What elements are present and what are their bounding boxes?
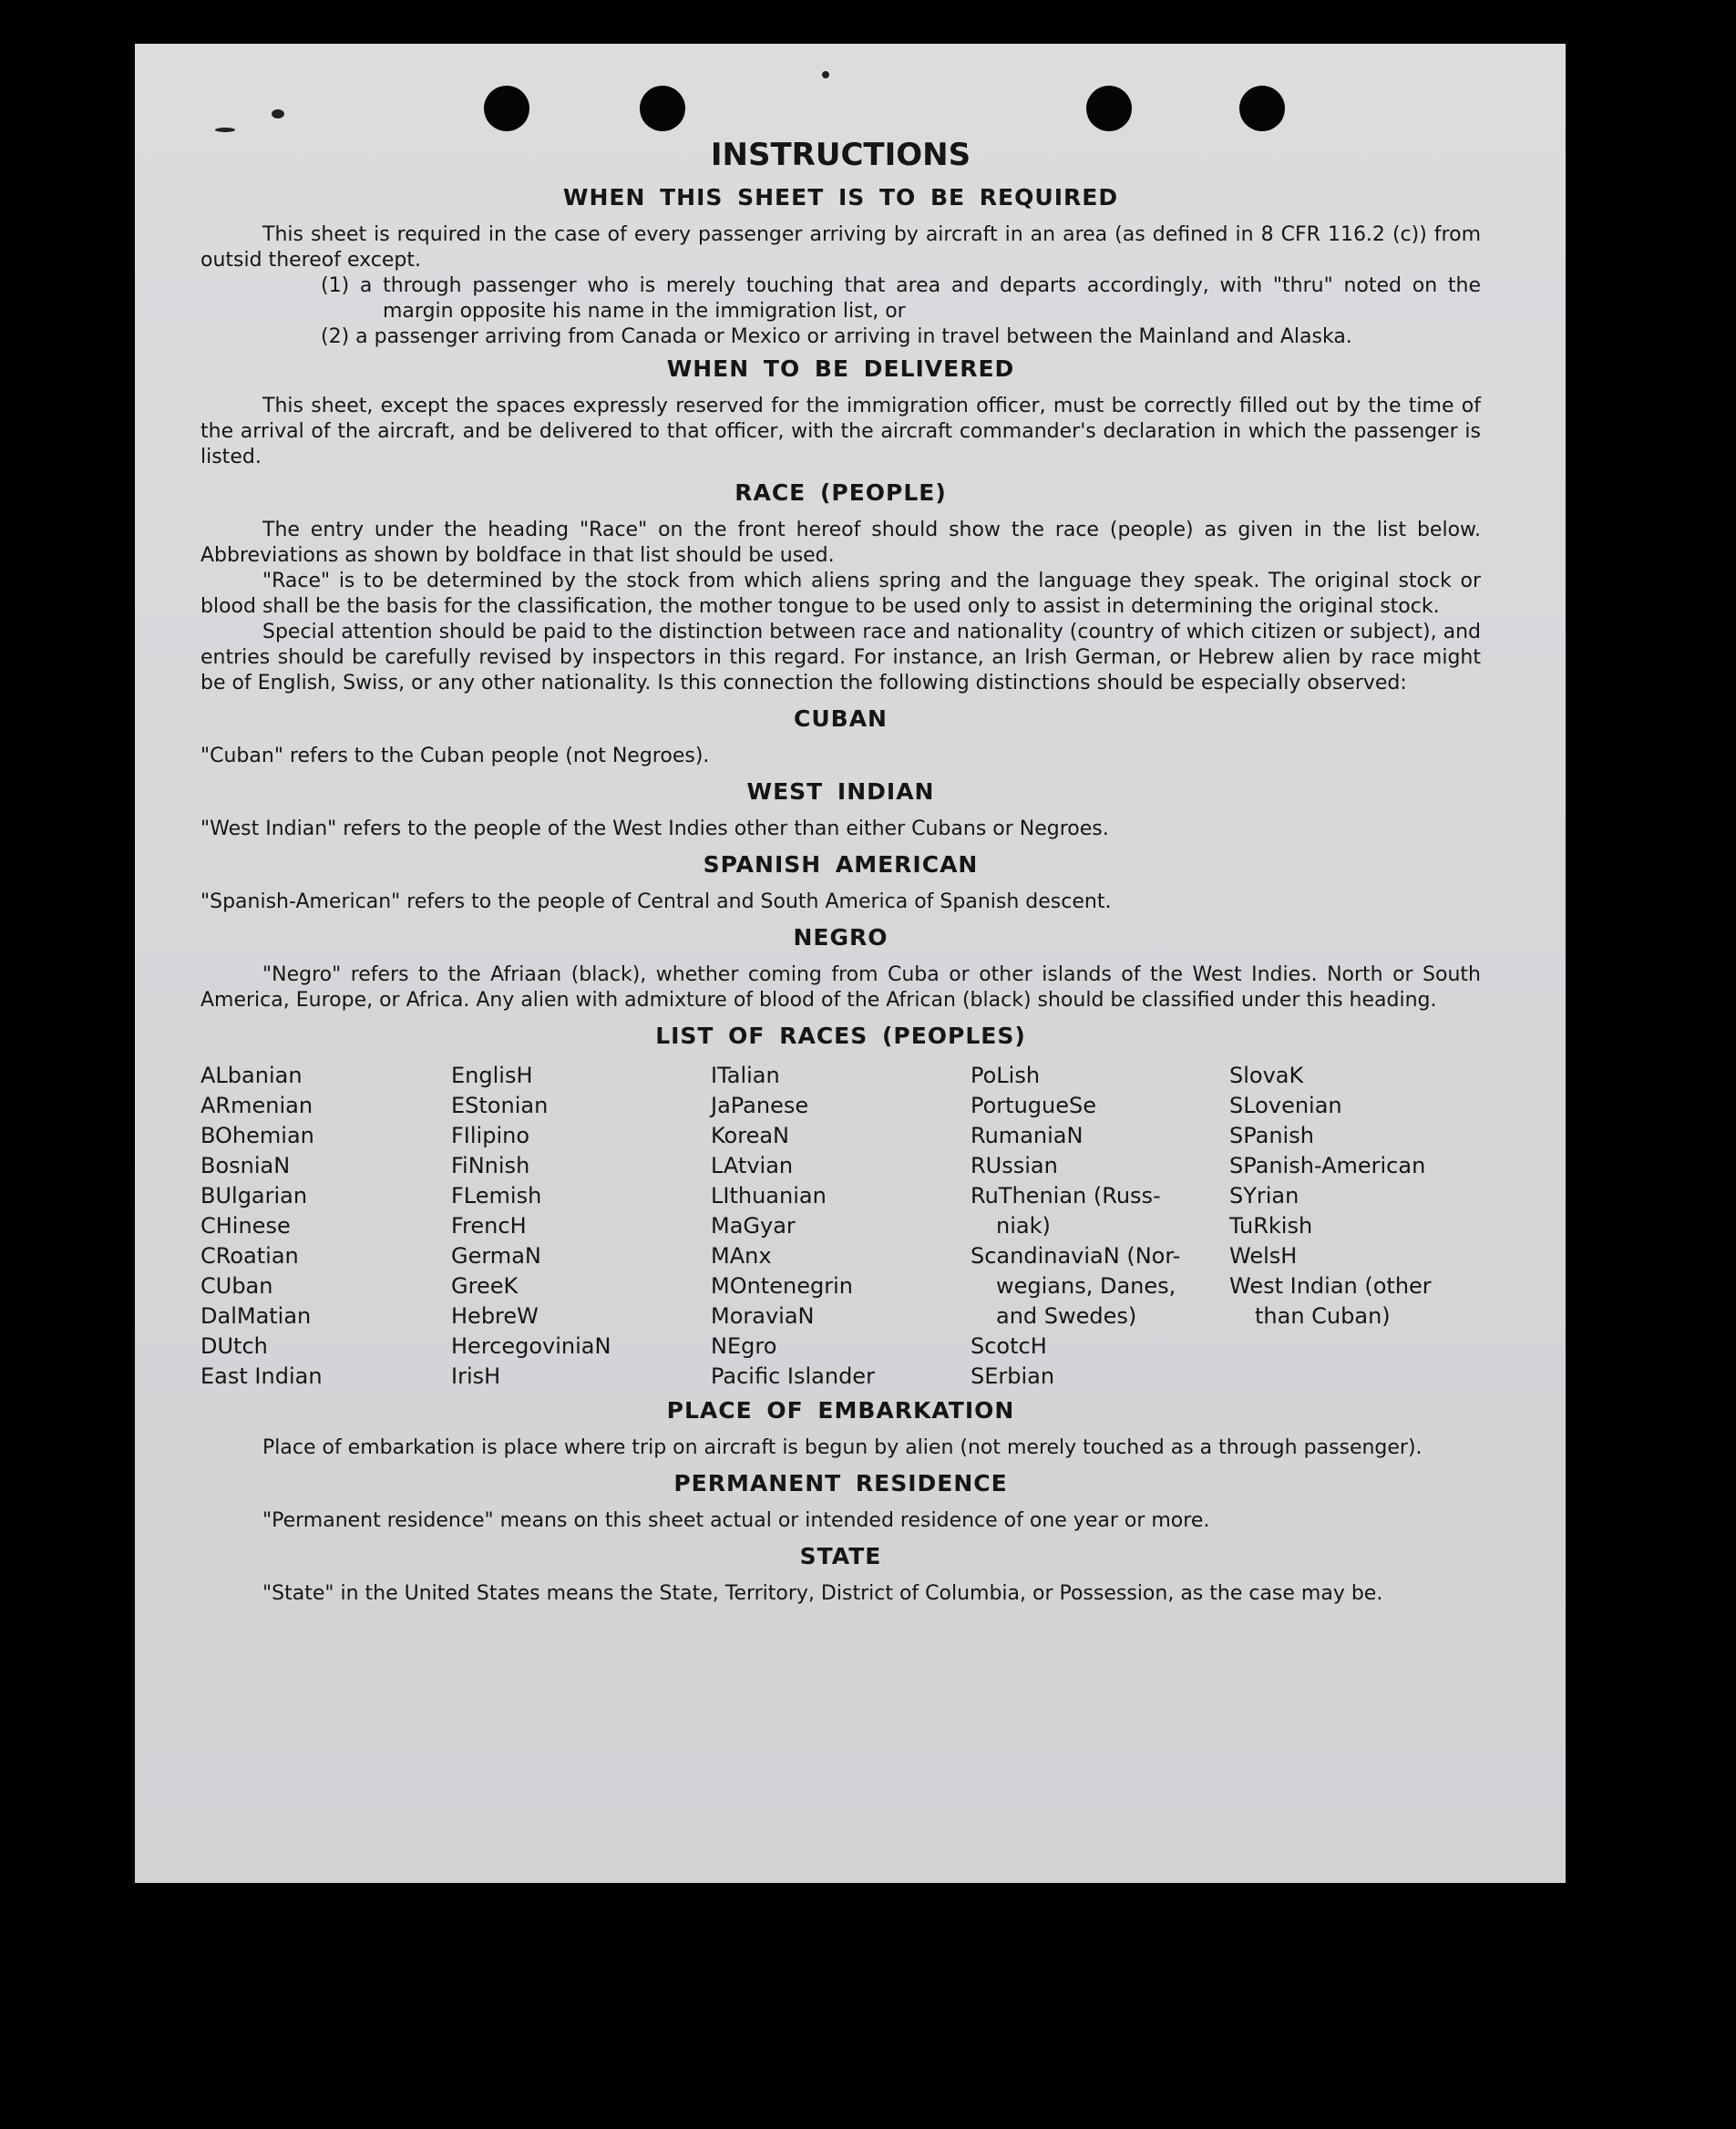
races-column xyxy=(200,1061,451,1392)
race-entry: FiNnish xyxy=(451,1153,530,1178)
race-entry: KoreaN xyxy=(711,1123,789,1148)
race-entry: ALbanian xyxy=(200,1063,303,1088)
list-item: (1) a through passenger who is merely touching that area and departs accordingly, with "thru" noted on the margin opposite his name in the immigration list, or xyxy=(321,274,1481,323)
ink-speck xyxy=(272,109,284,118)
race-entry: NEgro xyxy=(711,1333,777,1359)
race-entry: EStonian xyxy=(451,1093,549,1118)
race-entry: SErbian xyxy=(971,1363,1055,1389)
race-entry: wegians, Danes, xyxy=(996,1273,1176,1299)
race-entry: ARmenian xyxy=(200,1093,313,1118)
race-entry: ScandinaviaN (Nor- xyxy=(971,1243,1181,1269)
races-column xyxy=(711,1061,971,1392)
punch-hole xyxy=(640,86,685,131)
races-column xyxy=(451,1061,711,1392)
race-entry: and Swedes) xyxy=(996,1303,1137,1329)
race-entry: CHinese xyxy=(200,1213,291,1239)
race-entry: EnglisH xyxy=(451,1063,533,1088)
page-title: INSTRUCTIONS xyxy=(710,137,971,173)
race-entry: CRoatian xyxy=(200,1243,299,1269)
paragraph: "Spanish-American" refers to the people of Central and South America of Spanish descent. xyxy=(200,890,1112,913)
race-entry: SYrian xyxy=(1229,1183,1299,1208)
race-entry: CUban xyxy=(200,1273,273,1299)
race-entry: LIthuanian xyxy=(711,1183,827,1208)
heading-when-required: WHEN THIS SHEET IS TO BE REQUIRED xyxy=(562,184,1119,211)
paragraph: Place of embarkation is place where trip on aircraft is begun by alien (not merely touched as a through passenger). xyxy=(262,1436,1423,1459)
paragraph: This sheet, except the spaces expressly reserved for the immigration officer, must be correctly filled out by the time of the arrival of the aircraft, and be delivered to that officer, with the aircraft commander's declaration in which the passenger is listed. xyxy=(200,395,1481,468)
race-entry: ScotcH xyxy=(971,1333,1047,1359)
race-entry: TuRkish xyxy=(1229,1213,1313,1239)
race-entry: RuThenian (Russ- xyxy=(971,1183,1161,1208)
races-column xyxy=(971,1061,1229,1392)
races-list xyxy=(200,1061,1481,1392)
paragraph: "Permanent residence" means on this sheet actual or intended residence of one year or more. xyxy=(262,1509,1210,1532)
race-entry: IrisH xyxy=(451,1363,501,1389)
race-entry: GreeK xyxy=(451,1273,519,1299)
ink-speck xyxy=(822,71,829,78)
race-entry: West Indian (other xyxy=(1229,1273,1432,1299)
heading-negro: NEGRO xyxy=(793,924,889,951)
race-entry: ITalian xyxy=(711,1063,780,1088)
race-entry: PoLish xyxy=(971,1063,1041,1088)
paragraph: "Cuban" refers to the Cuban people (not Negroes). xyxy=(200,745,710,767)
race-entry: HebreW xyxy=(451,1303,539,1329)
punch-hole xyxy=(1239,86,1285,131)
race-entry: niak) xyxy=(996,1213,1051,1239)
heading-when-delivered: WHEN TO BE DELIVERED xyxy=(666,355,1015,382)
punch-hole xyxy=(1086,86,1132,131)
race-entry: HercegoviniaN xyxy=(451,1333,611,1359)
paragraph: "State" in the United States means the State, Territory, District of Columbia, or Possession, as the case may be. xyxy=(262,1582,1383,1605)
document-page xyxy=(135,44,1566,1883)
race-entry: BUlgarian xyxy=(200,1183,308,1208)
race-entry: LAtvian xyxy=(711,1153,794,1178)
race-entry: FLemish xyxy=(451,1183,542,1208)
race-entry: GermaN xyxy=(451,1243,541,1269)
instructions-text xyxy=(200,135,1481,1607)
race-entry: MOntenegrin xyxy=(711,1273,853,1299)
race-entry: SPanish xyxy=(1229,1123,1314,1148)
heading-permanent-residence: PERMANENT RESIDENCE xyxy=(673,1470,1008,1496)
race-entry: MaGyar xyxy=(711,1213,796,1239)
paragraph: Special attention should be paid to the distinction between race and nationality (country of which citizen or subject), and entries should be carefully revised by inspectors in this regard. For instance, an Irish German, or Hebrew alien by race might be of English, Swiss, or any other nationality. Is this connection the following distinctions should be especially observed: xyxy=(200,621,1481,694)
heading-list-of-races: LIST OF RACES (PEOPLES) xyxy=(655,1023,1026,1049)
heading-state: STATE xyxy=(799,1543,882,1569)
race-entry: JaPanese xyxy=(711,1093,809,1118)
race-entry: SPanish-American xyxy=(1229,1153,1426,1178)
race-entry: East Indian xyxy=(200,1363,323,1389)
heading-embarkation: PLACE OF EMBARKATION xyxy=(666,1397,1015,1424)
race-entry: MoraviaN xyxy=(711,1303,815,1329)
race-entry: BOhemian xyxy=(200,1123,314,1148)
paragraph: "Race" is to be determined by the stock from which aliens spring and the language they speak. The original stock or blood shall be the basis for the classification, the mother tongue to be used only to assist in determining the original stock. xyxy=(200,570,1481,618)
race-entry: FIlipino xyxy=(451,1123,530,1148)
heading-race: RACE (PEOPLE) xyxy=(734,479,947,506)
heading-cuban: CUBAN xyxy=(794,705,888,732)
race-entry: BosniaN xyxy=(200,1153,291,1178)
race-entry: SlovaK xyxy=(1229,1063,1304,1088)
race-entry: Pacific Islander xyxy=(711,1363,875,1389)
paragraph: This sheet is required in the case of every passenger arriving by aircraft in an area (as defined in 8 CFR 116.2 (c)) from outsid thereof except. xyxy=(200,223,1481,272)
races-column xyxy=(1229,1061,1481,1392)
heading-west-indian: WEST INDIAN xyxy=(746,778,935,805)
race-entry: RUssian xyxy=(971,1153,1058,1178)
race-entry: PortugueSe xyxy=(971,1093,1096,1118)
race-entry: DUtch xyxy=(200,1333,268,1359)
race-entry: WelsH xyxy=(1229,1243,1298,1269)
paragraph: "Negro" refers to the Afriaan (black), whether coming from Cuba or other islands of the West Indies. North or South America, Europe, or Africa. Any alien with admixture of blood of the African (black) should be classified under this heading. xyxy=(200,963,1481,1012)
race-entry: FrencH xyxy=(451,1213,527,1239)
punch-hole xyxy=(484,86,529,131)
race-entry: MAnx xyxy=(711,1243,772,1269)
race-entry: than Cuban) xyxy=(1255,1303,1391,1329)
race-entry: DalMatian xyxy=(200,1303,312,1329)
ink-speck xyxy=(215,128,235,132)
paragraph: The entry under the heading "Race" on the front hereof should show the race (people) as given in the list below. Abbreviations as shown by boldface in that list should be used. xyxy=(200,519,1481,567)
race-entry: SLovenian xyxy=(1229,1093,1342,1118)
paragraph: "West Indian" refers to the people of the West Indies other than either Cubans or Negroes. xyxy=(200,818,1109,840)
list-item: (2) a passenger arriving from Canada or Mexico or arriving in travel between the Mainland and Alaska. xyxy=(321,325,1352,348)
heading-spanish-american: SPANISH AMERICAN xyxy=(703,851,979,878)
race-entry: RumaniaN xyxy=(971,1123,1084,1148)
